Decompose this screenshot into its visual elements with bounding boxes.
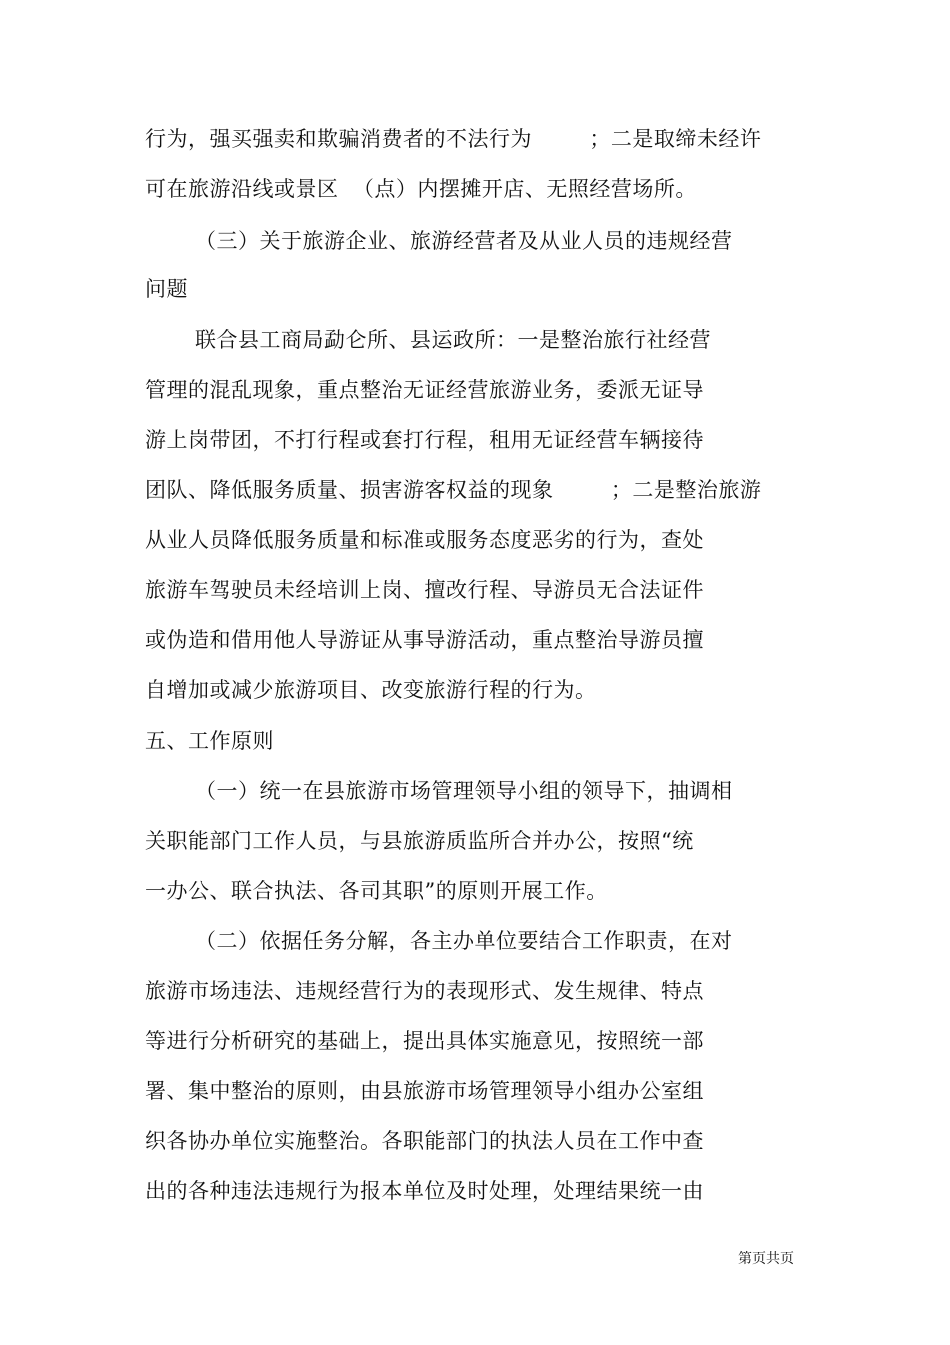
text-line-18: 旅游市场违法、违规经营行为的表现形式、发生规律、特点 <box>145 979 704 1003</box>
text-line-4: 问题 <box>145 277 188 301</box>
page-footer: 第页共页 <box>738 1251 794 1267</box>
text-line-11: 或伪造和借用他人导游证从事导游活动，重点整治导游员擅 <box>145 628 704 652</box>
text-line-2: 可在旅游沿线或景区 （点）内摆摊开店、无照经营场所。 <box>145 177 697 201</box>
text-line-1: 行为，强买强卖和欺骗消费者的不法行为 ；二是取缔未经许 <box>145 127 762 151</box>
paragraph-start-14: （一）统一在县旅游市场管理领导小组的领导下，抽调相 <box>195 779 733 803</box>
text-line-16: 一办公、联合执法、各司其职”的原则开展工作。 <box>145 879 608 903</box>
text-line-12: 自增加或减少旅游项目、改变旅游行程的行为。 <box>145 678 597 702</box>
paragraph-start-17: （二）依据任务分解，各主办单位要结合工作职责，在对 <box>195 929 733 953</box>
text-line-22: 出的各种违法违规行为报本单位及时处理，处理结果统一由 <box>145 1179 704 1203</box>
text-line-10: 旅游车驾驶员未经培训上岗、擅改行程、导游员无合法证件 <box>145 578 704 602</box>
text-line-8: 团队、降低服务质量、损害游客权益的现象 ；二是整治旅游 <box>145 478 762 502</box>
text-line-7: 游上岗带团，不打行程或套打行程，租用无证经营车辆接待 <box>145 428 704 452</box>
section-heading-principles: 五、工作原则 <box>145 729 274 753</box>
text-line-9: 从业人员降低服务质量和标准或服务态度恶劣的行为，查处 <box>145 528 704 552</box>
text-line-21: 织各协办单位实施整治。各职能部门的执法人员在工作中查 <box>145 1129 704 1153</box>
text-line-6: 管理的混乱现象，重点整治无证经营旅游业务，委派无证导 <box>145 378 704 402</box>
text-line-19: 等进行分析研究的基础上，提出具体实施意见，按照统一部 <box>145 1029 704 1053</box>
text-line-15: 关职能部门工作人员，与县旅游质监所合并办公，按照“统 <box>145 829 694 853</box>
paragraph-start-5: 联合县工商局勐仑所、县运政所：一是整治旅行社经营 <box>195 328 711 352</box>
text-line-20: 署、集中整治的原则，由县旅游市场管理领导小组办公室组 <box>145 1079 704 1103</box>
section-heading-3: （三）关于旅游企业、旅游经营者及从业人员的违规经营 <box>195 229 733 253</box>
